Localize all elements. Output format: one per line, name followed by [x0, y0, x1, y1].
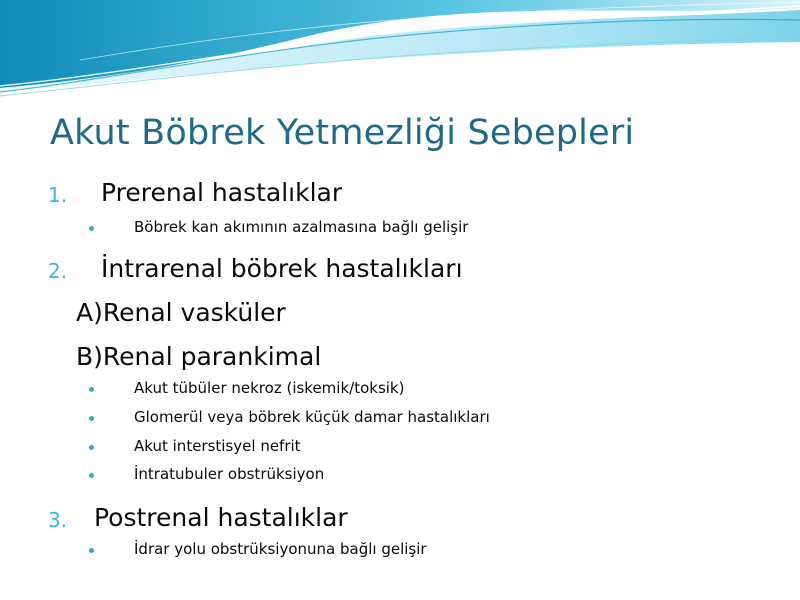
- list-item-text: Prerenal hastalıklar: [101, 178, 343, 207]
- bullet-icon: [89, 445, 94, 450]
- list-item-text: Postrenal hastalıklar: [94, 503, 348, 532]
- sub-item-interstisyel: [134, 439, 301, 454]
- slide-title: Akut Böbrek Yetmezliği Sebepleri: [50, 113, 635, 153]
- sub-item-text: Böbrek kan akımının azalmasına bağlı gelişir: [134, 218, 469, 236]
- list-item-text: İntrarenal böbrek hastalıkları: [101, 254, 463, 283]
- list-number: 3.: [48, 508, 68, 532]
- sub-item-text: İdrar yolu obstrüksiyonuna bağlı gelişir: [134, 540, 427, 558]
- list-item-text: A)Renal vasküler: [76, 298, 286, 327]
- bullet-icon: [89, 416, 94, 421]
- bullet-icon: [89, 548, 94, 553]
- list-item-intrarenal: [48, 254, 463, 283]
- list-number: 1.: [48, 183, 68, 207]
- list-number: 2.: [48, 259, 68, 283]
- sub-item-text: Glomerül veya böbrek küçük damar hastalıkları: [134, 408, 490, 426]
- sub-item-glomerul: [134, 410, 490, 425]
- sub-item-text: Akut interstisyel nefrit: [134, 437, 301, 455]
- list-item-postrenal: [48, 503, 348, 532]
- sub-item-text: İntratubuler obstrüksiyon: [134, 465, 325, 483]
- list-item-prerenal: [48, 178, 343, 207]
- bullet-icon: [89, 226, 94, 231]
- bullet-icon: [89, 473, 94, 478]
- list-item-renal-parankimal: [76, 344, 321, 369]
- sub-item-postrenal: [134, 542, 427, 557]
- sub-item-intratubuler: [134, 467, 324, 482]
- header-wave-decoration: [0, 0, 800, 110]
- list-item-renal-vaskuler: [76, 300, 286, 325]
- bullet-icon: [89, 387, 94, 392]
- sub-item-atn: [134, 381, 404, 396]
- list-item-text: B)Renal parankimal: [76, 342, 322, 371]
- sub-item-text: Akut tübüler nekroz (iskemik/toksik): [134, 379, 405, 397]
- sub-item-prerenal: [134, 220, 468, 235]
